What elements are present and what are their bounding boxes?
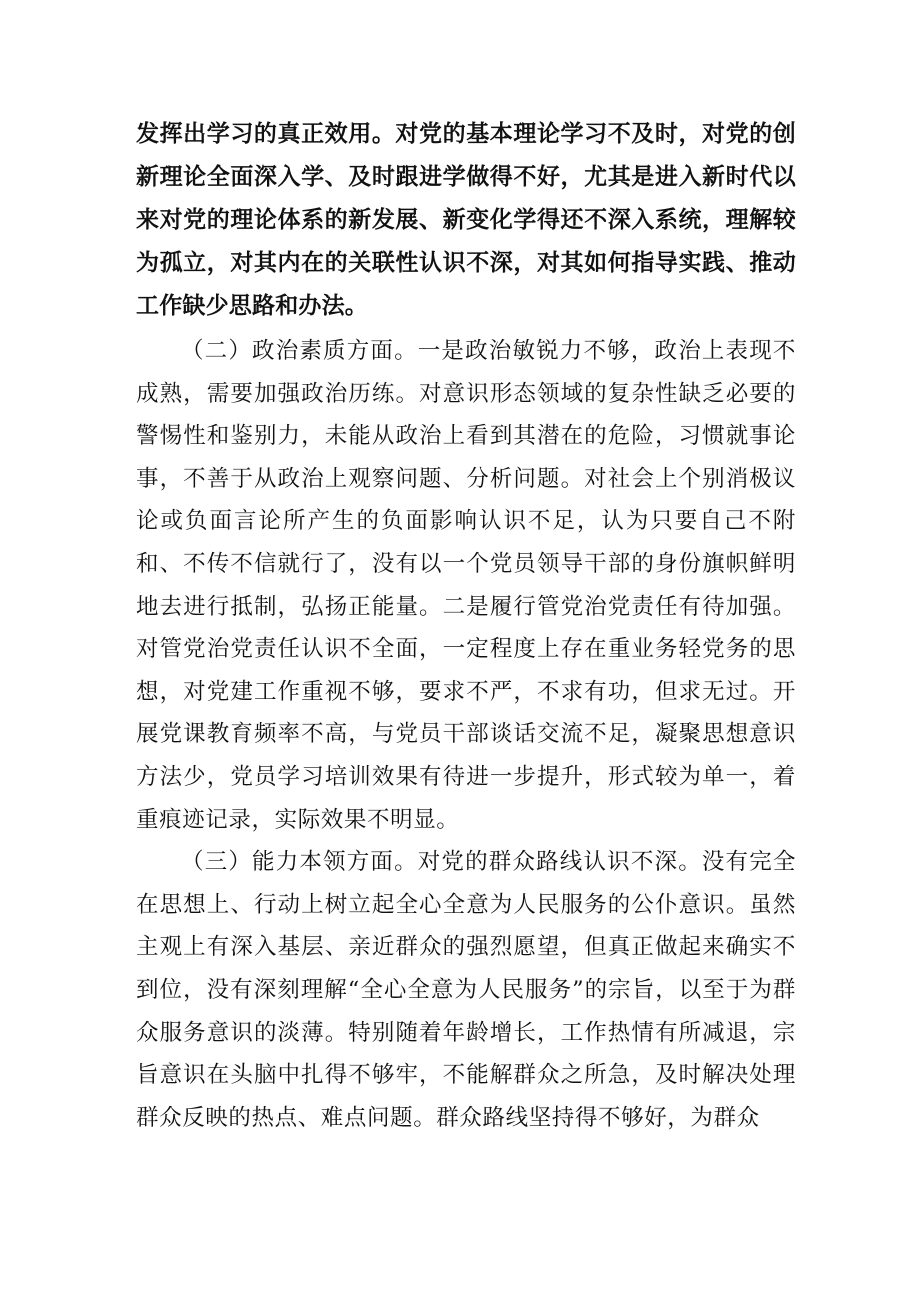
paragraph-political-quality: （二）政治素质方面。一是政治敏锐力不够，政治上表现不成熟，需要加强政治历练。对意识形态领域的复杂性缺乏必要的警惕性和鉴别力，未能从政治上看到其潜在的危险，习惯就事论事，不善于从政治上观察问题、分析问题。对社会上个别消极议论或负面言论所产生的负面影响认识不足，认为只要自己不附和、不传不信就行了，没有以一个党员领导干部的身份旗帜鲜明地去进行抵制，弘扬正能量。二是履行管党治党责任有待加强。对管党治党责任认识不全面，一定程度上存在重业务轻党务的思想，对党建工作重视不够，要求不严，不求有功，但求无过。开展党课教育频率不高，与党员干部谈话交流不足，凝聚思想意识方法少，党员学习培训效果有待进一步提升，形式较为单一，着重痕迹记录，实际效果不明显。 [136,338,796,833]
paragraph-continuation: 发挥出学习的真正效用。对党的基本理论学习不及时，对党的创新理论全面深入学、及时跟进学做得不好，尤其是进入新时代以来对党的理论体系的新发展、新变化学得还不深入系统，理解较为孤立，对其内在的关联性认识不深，对其如何指导实践、推动工作缺少思路和办法。 [136,121,796,319]
document-body [136,113,796,1139]
paragraph-ability: （三）能力本领方面。对党的群众路线认识不深。没有完全在思想上、行动上树立起全心全意为人民服务的公仆意识。虽然主观上有深入基层、亲近群众的强烈愿望，但真正做起来确实不到位，没有深刻理解“全心全意为人民服务”的宗旨，以至于为群众服务意识的淡薄。特别随着年龄增长，工作热情有所减退，宗旨意识在头脑中扎得不够牢，不能解群众之所急，及时解决处理群众反映的热点、难点问题。群众路线坚持得不够好，为群众 [136,849,796,1131]
